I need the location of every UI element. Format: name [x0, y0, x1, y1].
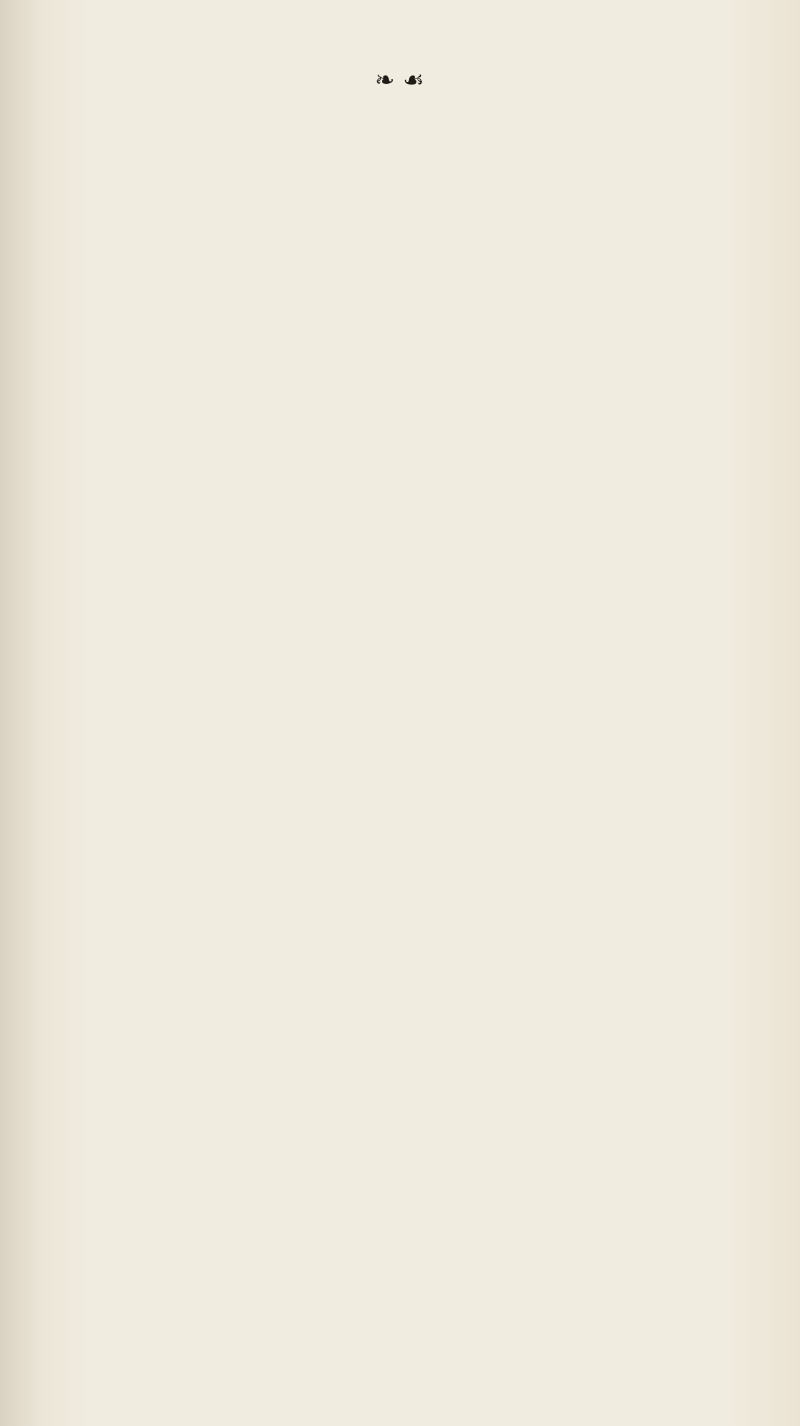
fleuron-right-icon: ☙ [402, 68, 426, 94]
fleuron-left-icon: ❧ [374, 68, 403, 94]
page-number [0, 66, 800, 95]
